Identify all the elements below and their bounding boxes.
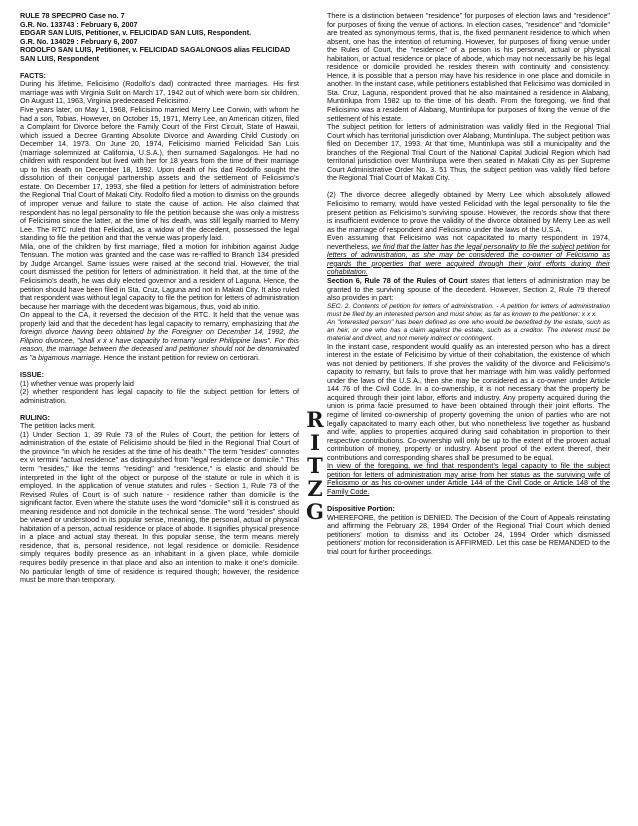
text-run: On appeal to the CA, it reversed the decision of the RTC. It held that the venue was properly laid and that the decedent has legal capacity to remarry, emphasizing that xyxy=(20,310,299,328)
ruling-paragraph: (1) Under Section 1, 39 Rule 73 of the Rules of Court, the petition for letters of administration of the estate of Felicisimo should be filed in the Regional Trial Court of the province "in which he resides at the time of his death." The term "resides" connotes ex vi termini "actual residence" as distinguished from "legal residence or domicile." This term "resides," like the terms "residing" and "residence," is elastic and should be interpreted in the light of the object or purpose of the statute or rule in which it is employed. In the application of venue statutes and rules - Section 1, Rule 73 of the Revised Rules of Court is of such nature - residence rather than domicile is the significant factor. Even where the statute uses the word "domicile" still it is construed as meaning residence and not domicile in the technical sense. The word "resides" should be viewed or understood in its popular sense, meaning, the personal, actual or physical habitation of a person, actual residence or place of abode. It signifies physical presence in a place and actual stay thereat. In this popular sense, the term means merely residence, that is, personal residence, not legal residence or domicile. Residence simply requires bodily presence as an inhabitant in a given place, while domicile requires bodily presence in that place and also an intention to make it one’s domicile. No particular length of time of residence is required though; however, the residence must be more than temporary. xyxy=(20,429,299,585)
left-column xyxy=(20,12,299,585)
text-run: Even assuming that Felicisimo was not capacitated to marry respondent in 1974, nevertheless, xyxy=(327,233,610,251)
text-run: states that letters of administration may be granted to the surviving spouse of the decedent. However, Section 2, Rule 79 thereof also provides in part: xyxy=(327,275,610,303)
watermark-letter: R xyxy=(306,407,324,432)
case-parties-1: EDGAR SAN LUIS, Petitioner, v. FELICIDAD SAN LUIS, Respondent. xyxy=(20,28,252,38)
ruling-paragraph: The petition lacks merit. xyxy=(20,421,96,431)
disposition-text: WHEREFORE, the petition is DENIED. The Decision of the Court of Appeals reinstating and affirming the February 28, 1994 Order of the Regional Trial Court which denied petitioners’ motion to dismiss and its October 24, 1994 Order which dismissed petitioners’ motion for reconsideration is AFFIRMED. Let this case be REMANDED to the trial court for further proceedings. xyxy=(327,512,610,556)
issue-item: (1) whether venue was properly laid xyxy=(20,378,134,388)
watermark-letters xyxy=(305,408,325,523)
ruling-heading: RULING: xyxy=(20,412,50,422)
issue-item: (2) whether respondent has legal capacity to file the subject petition for letters of administration. xyxy=(20,387,299,405)
italic-quote: the foreign divorce having been obtained by the Foreigner on December 14, 1992, the Filipino divorcee, "shall x x x have capacity to remarry under Philippine laws". For this reason, the marriage between the deceased and petitioner should not be denominated as "a bigamous marriage. xyxy=(20,318,299,362)
facts-paragraph xyxy=(20,311,299,362)
watermark-letter: T xyxy=(307,453,323,478)
body-paragraph: The subject petition for letters of administration was validly filed in the Regional Trial Court which has territorial jurisdiction over Alabang, Muntinlupa. The subject petition was filed on December 17, 1993. At that time, Muntinlupa was still a municipality and the branches of the Regional Trial Court of the National Capital Judicial Region which had territorial jurisdiction over Muntinlupa were then seated in Makati City as per Supreme Court Administrative Order No. 3. 51 Thus, the subject petition was validly filed before the Regional Trial Court of Makati City. xyxy=(327,122,610,183)
quoted-definition: An "interested person" has been defined as one who would be benefited by the estate, such as an heir, or one who has a claim against the estate, such as a creditor. The interest must be material and direct, and not merely indirect or contingent. xyxy=(327,318,610,342)
body-paragraph xyxy=(327,277,610,303)
body-paragraph: There is a distinction between "residence" for purposes of election laws and "residence" for purposes of fixing the venue of actions. In election cases, "residence" and "domicile" are treated as synonymous terms, that is, the fixed permanent residence to which when absent, one has the intention of returning. However, for purposes of fixing venue under the Rules of Court, the "residence" of a person is his personal, actual or physical habitation, or actual residence or place of abode, which may not necessarily be his legal residence or domicile provided he resides therein with continuity and consistency. Hence, it is possible that a person may have his residence in one place and domicile in another. In the instant case, while petitioners established that Felicisimo was domiciled in Sta. Cruz, Laguna, respondent proved that he also maintained a residence in Alabang, Muntinlupa from 1982 up to the time of his death. From the foregoing, we find that Felicisimo was a resident of Alabang, Muntinlupa for purposes of fixing the venue of the settlement of his estate. xyxy=(327,11,610,123)
text-run: Hence the instant petition for review on certiorari. xyxy=(101,352,260,362)
facts-heading: FACTS: xyxy=(20,70,46,80)
body-paragraph xyxy=(327,234,610,277)
facts-paragraph: Five years later, on May 1, 1968, Felicisimo married Merry Lee Corwin, with whom he had a son, Tobias. However, on October 15, 1971, Merry Lee, an American citizen, filed a Complaint for Divorce before the Family Court of the First Circuit, State of Hawaii, which issued a Decree Granting Absolute Divorce and Awarding Child Custody on December 14, 1973. On June 20, 1974, Felicisimo married Felicidad San Luis (marriage solemnized at California, U.S.A.), then surnamed Sagalongos. He had no children with respondent but lived with her for 18 years from the time of their marriage up to his death on December 18, 1992. Upon death of his dad Rodolfo sought the dissolution of their conjugal partnership assets and the settlement of Felicisimo’s estate. On December 17, 1993, she filed a petition for letters of administration before the Regional Trial Court of Makati City. Rodolfo filed a motion to dismiss on the grounds of improper venue and failure to state the cause of action. He also claimed that respondent has no legal personality to file the petition because she was only a mistress of Felicisimo since the latter, at the time of his death, was still legally married to Merry Lee. The RTC ruled that Felicidad, as a widow of the decedent, possessed the legal standing to file the petition and that the venue was properly laid. xyxy=(20,105,299,243)
issue-heading: ISSUE: xyxy=(20,369,44,379)
right-column xyxy=(327,12,610,556)
bold-citation: Section 6, Rule 78 of the Rules of Court xyxy=(327,275,468,285)
quoted-provision: SEC. 2. Contents of petition for letters of administration. - A petition for letters of administration must be filed by an interested person and must show, as far as known to the petitioner: x x x. xyxy=(327,302,610,318)
watermark-letter: I xyxy=(310,430,320,455)
watermark-letter: G xyxy=(306,499,324,524)
case-number-1: G.R. No. 133743 : February 6, 2007 xyxy=(20,19,138,29)
watermark-letter: Z xyxy=(307,476,323,501)
rule-line: RULE 78 SPECPRO Case no. 7 xyxy=(20,11,125,20)
case-header xyxy=(20,12,299,63)
facts-paragraph: During his lifetime, Felicisimo (Rodolfo’s dad) contracted three marriages. His first marriage was with Virginia Sulit on March 17, 1942 out of which were born six children. On August 11, 1963, Virginia predeceased Felicisimo. xyxy=(20,79,299,106)
body-paragraph: (2) The divorce decree allegedly obtained by Merry Lee which absolutely allowed Felicisimo to remarry, would have vested Felicidad with the legal personality to file the present petition as Felicisimo’s surviving spouse. However, the records show that there is insufficient evidence to prove the validity of the divorce obtained by Merry Lee as well as the marriage of respondent and Felicisimo under the laws of the U.S.A. xyxy=(327,190,610,234)
underlined-conclusion: In view of the foregoing, we find that respondent’s legal capacity to file the subject petition for letters of administration may arise from her status as the surviving wife of Felicisimo or as his co-owner under Article 144 of the Civil Code or Article 148 of the Family Code. xyxy=(327,461,610,496)
facts-paragraph: Mila, one of the children by first marriage, filed a motion for inhibition against Judge Tensuan. The motion was granted and the case was re-raffled to Branch 134 presided by Judge Arcangel. Same issues were raised at the second trial. However, the trial court dismissed the petition for letters of administration. It held that, at the time of the Felicisimo’s death, he was duly elected governor and a resident of Laguna. Hence, the petition should have been filed in Sta. Cruz, Laguna and not in Makati City. It also ruled that respondent was without legal capacity to file the petition for letters of administration because her marriage with the decedent was bigamous, thus, void ab initio. xyxy=(20,241,299,311)
disposition-heading: Dispositive Portion: xyxy=(327,503,395,513)
body-paragraph: In the instant case, respondent would qualify as an interested person who has a direct interest in the estate of Felicisimo by virtue of their cohabitation, the existence of which was not denied by petitioners. If she proves the validity of the divorce and Felicisimo’s capacity to remarry, but fails to prove that her marriage with him was validly performed under the laws of the U.S.A., then she may be considered as a co-owner under Article 144 76 of the Civil Code. In a co-ownership, it is not necessary that the property be acquired through their joint labor, efforts and industry. Any property acquired during the union is prima facie presumed to have been obtained through their joint efforts. The regime of limited co-ownership of property governing the union of parties who are not legally capacitated to marry each other, but who nonetheless live together as husband and wife, applies to properties acquired during said cohabitation in proportion to their respective contributions. Co-ownership will only be up to the extent of the proven actual contribution of money, property or industry. Absent proof of the extent thereof, their contributions and corresponding shares shall be presumed to be equal. xyxy=(327,341,610,462)
case-parties-2: RODOLFO SAN LUIS, Petitioner, v. FELICIDAD SAGALONGOS alias FELICIDAD SAN LUIS, Respondent xyxy=(20,45,291,63)
underlined-holding: we find that the latter has the legal personality to file the subject petition for letters of administration, as she may be considered the co-owner of Felicisimo as regards the properties that were acquired through their joint efforts during their cohabitation. xyxy=(327,241,610,277)
case-number-2: G.R. No. 134029 : February 6, 2007 xyxy=(20,36,138,46)
